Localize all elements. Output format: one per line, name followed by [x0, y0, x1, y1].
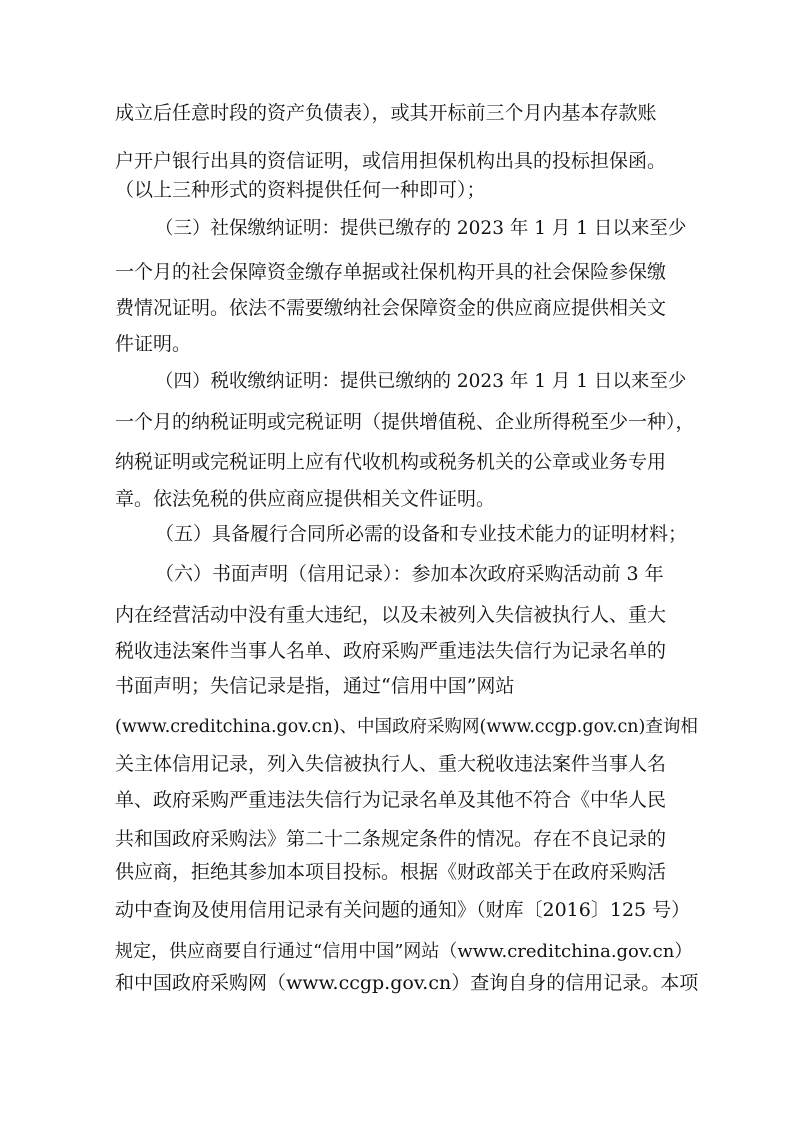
text-line: 供应商，拒绝其参加本项目投标。根据《财政部关于在政府采购活: [115, 861, 667, 883]
text-line: 成立后任意时段的资产负债表），或其开标前三个月内基本存款账: [115, 102, 657, 124]
text-line: 规定，供应商要自行通过“信用中国”网站（www.creditchina.gov.cn）: [115, 941, 693, 962]
text-line: 费情况证明。依法不需要缴纳社会保障资金的供应商应提供相关文: [115, 297, 667, 319]
text-line: 关主体信用记录，列入失信被执行人、重大税收违法案件当事人名: [115, 753, 667, 775]
text-line: （以上三种形式的资料提供任何一种即可）；: [115, 179, 486, 201]
text-line: 和中国政府采购网（www.ccgp.gov.cn）查询自身的信用记录。本项: [115, 972, 699, 994]
text-line: 单、政府采购严重违法失信行为记录名单及其他不符合《中华人民: [115, 789, 667, 811]
text-line: （三）社保缴纳证明：提供已缴存的 2023 年 1 月 1 日以来至少: [155, 218, 687, 239]
text-line: 户开户银行出具的资信证明，或信用担保机构出具的投标担保函。: [115, 150, 667, 172]
text-line: 书面声明；失信记录是指，通过“信用中国”网站: [115, 675, 515, 697]
text-line: （四）税收缴纳证明：提供已缴纳的 2023 年 1 月 1 日以来至少: [155, 371, 687, 392]
text-line: 内在经营活动中没有重大违纪，以及未被列入失信被执行人、重大: [115, 604, 667, 626]
text-line: （五）具备履行合同所必需的设备和专业技术能力的证明材料；: [155, 523, 688, 545]
text-line: 共和国政府采购法》第二十二条规定条件的情况。存在不良记录的: [115, 828, 667, 850]
text-line: 纳税证明或完税证明上应有代收机构或税务机关的公章或业务专用: [115, 451, 667, 473]
text-line: (www.creditchina.gov.cn)、中国政府采购网(www.ccgp.gov.cn)查询相: [115, 717, 698, 737]
text-line: 动中查询及使用信用记录有关问题的通知》（财库〔2016〕125 号）: [115, 899, 691, 921]
text-line: 一个月的社会保障资金缴存单据或社保机构开具的社会保险参保缴: [115, 261, 667, 283]
text-line: 税收违法案件当事人名单、政府采购严重违法失信行为记录名单的: [115, 640, 667, 662]
text-line: 一个月的纳税证明或完税证明（提供增值税、企业所得税至少一种），: [115, 411, 695, 433]
text-line: 章。依法免税的供应商应提供相关文件证明。: [115, 488, 496, 510]
text-line: （六）书面声明（信用记录）：参加本次政府采购活动前 3 年: [155, 563, 664, 585]
text-line: 件证明。: [115, 333, 192, 355]
